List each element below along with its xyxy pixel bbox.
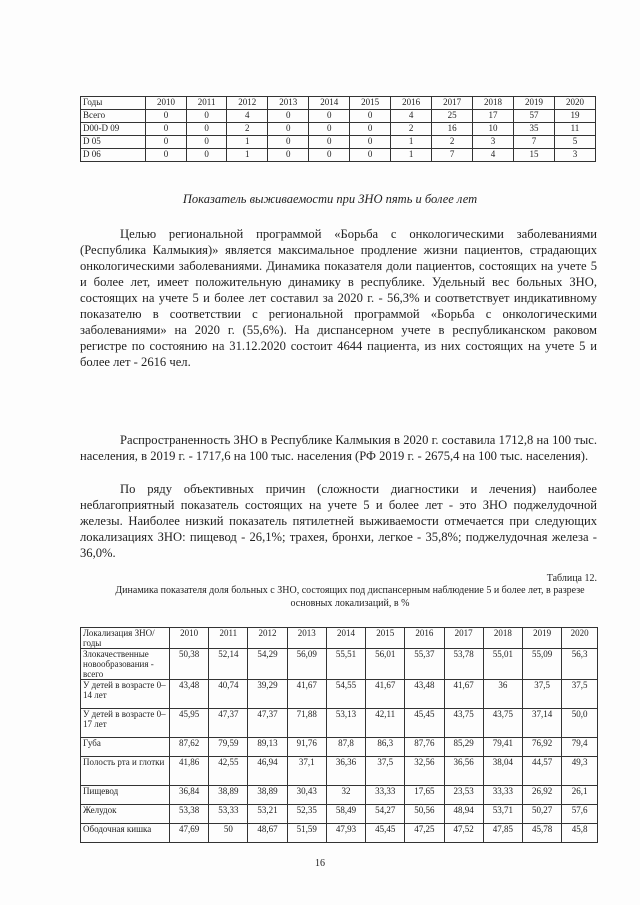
table-cell: 39,29 — [248, 680, 287, 709]
table-cell: Пищевод — [81, 786, 170, 805]
table-cell: 0 — [268, 110, 309, 123]
table-cell: 0 — [146, 149, 187, 162]
page-number: 16 — [315, 858, 325, 869]
table-cell: 55,01 — [483, 649, 522, 680]
table-cell: 41,86 — [170, 757, 209, 786]
table-cell: 54,29 — [248, 649, 287, 680]
table-cell: 0 — [146, 110, 187, 123]
table-cell: 52,14 — [209, 649, 248, 680]
table-cell: 56,09 — [287, 649, 326, 680]
table-cell: 50,56 — [405, 805, 444, 824]
table-cell: 43,48 — [170, 680, 209, 709]
table-cell: 0 — [350, 123, 391, 136]
table-cell: 1 — [391, 149, 432, 162]
table-cell: 41,67 — [444, 680, 483, 709]
table-cell: 53,21 — [248, 805, 287, 824]
table-cell: 37,5 — [522, 680, 561, 709]
table-cell: 71,88 — [287, 709, 326, 738]
table-cell: 38,89 — [248, 786, 287, 805]
table-cell: 2018 — [473, 97, 514, 110]
table-cell: 0 — [350, 149, 391, 162]
table-cell: 7 — [514, 136, 555, 149]
table-cell: 45,45 — [366, 824, 405, 843]
table-cell: Губа — [81, 738, 170, 757]
table-cell: 47,37 — [209, 709, 248, 738]
table-cell: 2020 — [554, 97, 595, 110]
table-cell: 40,74 — [209, 680, 248, 709]
table-cell: 0 — [309, 110, 350, 123]
table-cell: 2 — [391, 123, 432, 136]
table-row — [81, 136, 596, 149]
table-cell: 37,1 — [287, 757, 326, 786]
table-cell: 23,53 — [444, 786, 483, 805]
table-row — [81, 709, 598, 738]
table-cell: 47,25 — [405, 824, 444, 843]
table-cell: 7 — [432, 149, 473, 162]
table-cell: 10 — [473, 123, 514, 136]
survival-table — [80, 627, 598, 843]
table-cell: 47,93 — [326, 824, 365, 843]
table-row — [81, 757, 598, 786]
table-cell: 47,52 — [444, 824, 483, 843]
table-cell: 2017 — [444, 628, 483, 649]
table-cell: 2015 — [350, 97, 391, 110]
table-cell: 0 — [146, 123, 187, 136]
table-cell: 0 — [186, 110, 226, 123]
table-cell: 48,94 — [444, 805, 483, 824]
table-cell: 53,38 — [170, 805, 209, 824]
table-cell: 2012 — [248, 628, 287, 649]
table-cell: 91,76 — [287, 738, 326, 757]
table-cell: 50 — [209, 824, 248, 843]
table-cell: 36,56 — [444, 757, 483, 786]
table-cell: 1 — [227, 149, 268, 162]
table-cell: У детей в возрасте 0–17 лет — [81, 709, 170, 738]
table-cell: 37,5 — [562, 680, 598, 709]
table-header-row — [81, 628, 598, 649]
table-cell: 26,1 — [562, 786, 598, 805]
table-cell: 43,48 — [405, 680, 444, 709]
table-cell: 38,04 — [483, 757, 522, 786]
table-cell: 50,38 — [170, 649, 209, 680]
paragraph: Целью региональной программой «Борьба с онкологическими заболеваниями (Республика Калмыкия)» является максимальное продление жизни пациентов, страдающих онкологическими заболеваниями. Динамика показателя доли пациентов, состоящих на учете 5 и более лет, имеет положительную динамику в республике. Удельный вес больных ЗНО, состоящих на учете 5 и более лет составил за 2020 г. - 56,3% и соответствует индикативному показателю в соответствии с региональной программой «Борьба с онкологическими заболеваниями» на 2020 г. (55,6%). На диспансерном учете в республиканском раковом регистре по состоянию на 31.12.2020 состоит 4644 пациента, из них состоящих на учете 5 и более лет - 2616 чел. — [80, 227, 597, 369]
table-cell: 54,55 — [326, 680, 365, 709]
table-cell: 16 — [432, 123, 473, 136]
table-cell: 11 — [554, 123, 595, 136]
table-cell: 2019 — [514, 97, 555, 110]
table-cell: 52,35 — [287, 805, 326, 824]
table-cell: 2013 — [287, 628, 326, 649]
table-cell: 79,59 — [209, 738, 248, 757]
table-cell: 89,13 — [248, 738, 287, 757]
table-cell: 4 — [227, 110, 268, 123]
table-cell: 43,75 — [444, 709, 483, 738]
table-cell: 19 — [554, 110, 595, 123]
table-row — [81, 824, 598, 843]
table-cell: 30,43 — [287, 786, 326, 805]
table-cell: 50,27 — [522, 805, 561, 824]
table-cell: 56,01 — [366, 649, 405, 680]
table-cell: 45,78 — [522, 824, 561, 843]
table-cell: Годы — [81, 97, 146, 110]
table-cell: 36 — [483, 680, 522, 709]
table-cell: 2013 — [268, 97, 309, 110]
table-cell: 2010 — [146, 97, 187, 110]
table-cell: 0 — [186, 149, 226, 162]
table-cell: 49,3 — [562, 757, 598, 786]
table-cell: 0 — [309, 123, 350, 136]
table-cell: 32,56 — [405, 757, 444, 786]
table-cell: D 06 — [81, 149, 146, 162]
table-cell: 0 — [186, 136, 226, 149]
table-cell: 2 — [432, 136, 473, 149]
paragraph: По ряду объективных причин (сложности диагностики и лечения) наиболее неблагоприятный показатель состоящих на учете 5 и более лет - это ЗНО поджелудочной железы. Наиболее низкий показатель пятилетней выживаемости отмечается при следующих локализациях ЗНО: пищевод - 26,1%; трахея, бронхи, легкое - 35,8%; поджелудочная железа - 36,0%. — [80, 482, 597, 560]
table-cell: 35 — [514, 123, 555, 136]
table-cell: 26,92 — [522, 786, 561, 805]
table-cell: 3 — [473, 136, 514, 149]
table-cell: 57,6 — [562, 805, 598, 824]
table-cell: 55,37 — [405, 649, 444, 680]
table-cell: 87,76 — [405, 738, 444, 757]
table-cell: 2 — [227, 123, 268, 136]
table-cell: 86,3 — [366, 738, 405, 757]
table-cell: 37,5 — [366, 757, 405, 786]
table-cell: 37,14 — [522, 709, 561, 738]
table-cell: 41,67 — [366, 680, 405, 709]
table-row — [81, 149, 596, 162]
table-cell: Злокачественные новообразования - всего — [81, 649, 170, 680]
table-cell: 0 — [350, 136, 391, 149]
table-cell: 25 — [432, 110, 473, 123]
table-row — [81, 123, 596, 136]
table-cell: 2017 — [432, 97, 473, 110]
table-cell: 17,65 — [405, 786, 444, 805]
table-cell: 1 — [227, 136, 268, 149]
table-cell: 4 — [473, 149, 514, 162]
table-cell: 79,41 — [483, 738, 522, 757]
table-cell: 87,8 — [326, 738, 365, 757]
table-cell: 0 — [268, 136, 309, 149]
table-cell: 53,13 — [326, 709, 365, 738]
table-cell: 2016 — [405, 628, 444, 649]
table-cell: 53,33 — [209, 805, 248, 824]
table-cell: 0 — [146, 136, 187, 149]
table-cell: 2010 — [170, 628, 209, 649]
table-cell: Полость рта и глотки — [81, 757, 170, 786]
table-row — [81, 805, 598, 824]
table-label: Таблица 12. — [546, 573, 597, 584]
table-cell: 50,0 — [562, 709, 598, 738]
table-cell: 45,8 — [562, 824, 598, 843]
table-cell: Желудок — [81, 805, 170, 824]
table-cell: 55,09 — [522, 649, 561, 680]
table-cell: 2020 — [562, 628, 598, 649]
table-cell: 1 — [391, 136, 432, 149]
table-cell: 36,84 — [170, 786, 209, 805]
table-cell: 38,89 — [209, 786, 248, 805]
table-cell: 45,45 — [405, 709, 444, 738]
table-cell: 0 — [309, 136, 350, 149]
table-cell: 48,67 — [248, 824, 287, 843]
table-cell: 56,3 — [562, 649, 598, 680]
table-cell: 2014 — [309, 97, 350, 110]
table-cell: 85,29 — [444, 738, 483, 757]
table-cell: Всего — [81, 110, 146, 123]
table-cell: 2012 — [227, 97, 268, 110]
table-cell: 2015 — [366, 628, 405, 649]
table-cell: 47,69 — [170, 824, 209, 843]
table-row — [81, 110, 596, 123]
table-cell: 33,33 — [366, 786, 405, 805]
table-cell: 53,78 — [444, 649, 483, 680]
table-row — [81, 738, 598, 757]
table-cell: 2016 — [391, 97, 432, 110]
paragraph: Распространенность ЗНО в Республике Калмыкия в 2020 г. составила 1712,8 на 100 тыс. населения, в 2019 г. - 1717,6 на 100 тыс. населения (РФ 2019 г. - 2675,4 на 100 тыс. населения). — [80, 433, 597, 463]
table-cell: 2018 — [483, 628, 522, 649]
table-cell: 2011 — [186, 97, 226, 110]
table-cell: 47,37 — [248, 709, 287, 738]
table-cell: 33,33 — [483, 786, 522, 805]
table-cell: 0 — [268, 123, 309, 136]
table-cell: 0 — [309, 149, 350, 162]
table-cell: 2014 — [326, 628, 365, 649]
table-row — [81, 649, 598, 680]
table-cell: 4 — [391, 110, 432, 123]
table-cell: 3 — [554, 149, 595, 162]
table-cell: 41,67 — [287, 680, 326, 709]
table-cell: 0 — [350, 110, 391, 123]
table-cell: 54,27 — [366, 805, 405, 824]
table-cell: 55,51 — [326, 649, 365, 680]
cases-table — [80, 96, 596, 162]
section-subtitle: Показатель выживаемости при ЗНО пять и более лет — [182, 192, 478, 206]
table-cell: 2019 — [522, 628, 561, 649]
table-cell: Ободочная кишка — [81, 824, 170, 843]
table-row — [81, 680, 598, 709]
table-cell: 2011 — [209, 628, 248, 649]
table-cell: 0 — [268, 149, 309, 162]
table-cell: 43,75 — [483, 709, 522, 738]
table-cell: 17 — [473, 110, 514, 123]
table-cell: 46,94 — [248, 757, 287, 786]
table-cell: 51,59 — [287, 824, 326, 843]
table-cell: 58,49 — [326, 805, 365, 824]
table-cell: D 05 — [81, 136, 146, 149]
table-cell: Локализация ЗНО/ годы — [81, 628, 170, 649]
table-cell: 76,92 — [522, 738, 561, 757]
table-cell: 57 — [514, 110, 555, 123]
table-cell: У детей в возрасте 0–14 лет — [81, 680, 170, 709]
table-cell: 15 — [514, 149, 555, 162]
table-caption: Динамика показателя доля больных с ЗНО, состоящих под диспансерным наблюдение 5 и более лет, в разрезе основных локализаций, в % — [115, 585, 585, 609]
table-cell: 42,55 — [209, 757, 248, 786]
table-cell: 45,95 — [170, 709, 209, 738]
table-row — [81, 786, 598, 805]
table-cell: 44,57 — [522, 757, 561, 786]
table-cell: D00-D 09 — [81, 123, 146, 136]
table-cell: 47,85 — [483, 824, 522, 843]
table-cell: 79,4 — [562, 738, 598, 757]
table-cell: 53,71 — [483, 805, 522, 824]
table-cell: 42,11 — [366, 709, 405, 738]
table-cell: 0 — [186, 123, 226, 136]
table-cell: 32 — [326, 786, 365, 805]
table-cell: 87,62 — [170, 738, 209, 757]
table-header-row — [81, 97, 596, 110]
table-cell: 36,36 — [326, 757, 365, 786]
table-cell: 5 — [554, 136, 595, 149]
